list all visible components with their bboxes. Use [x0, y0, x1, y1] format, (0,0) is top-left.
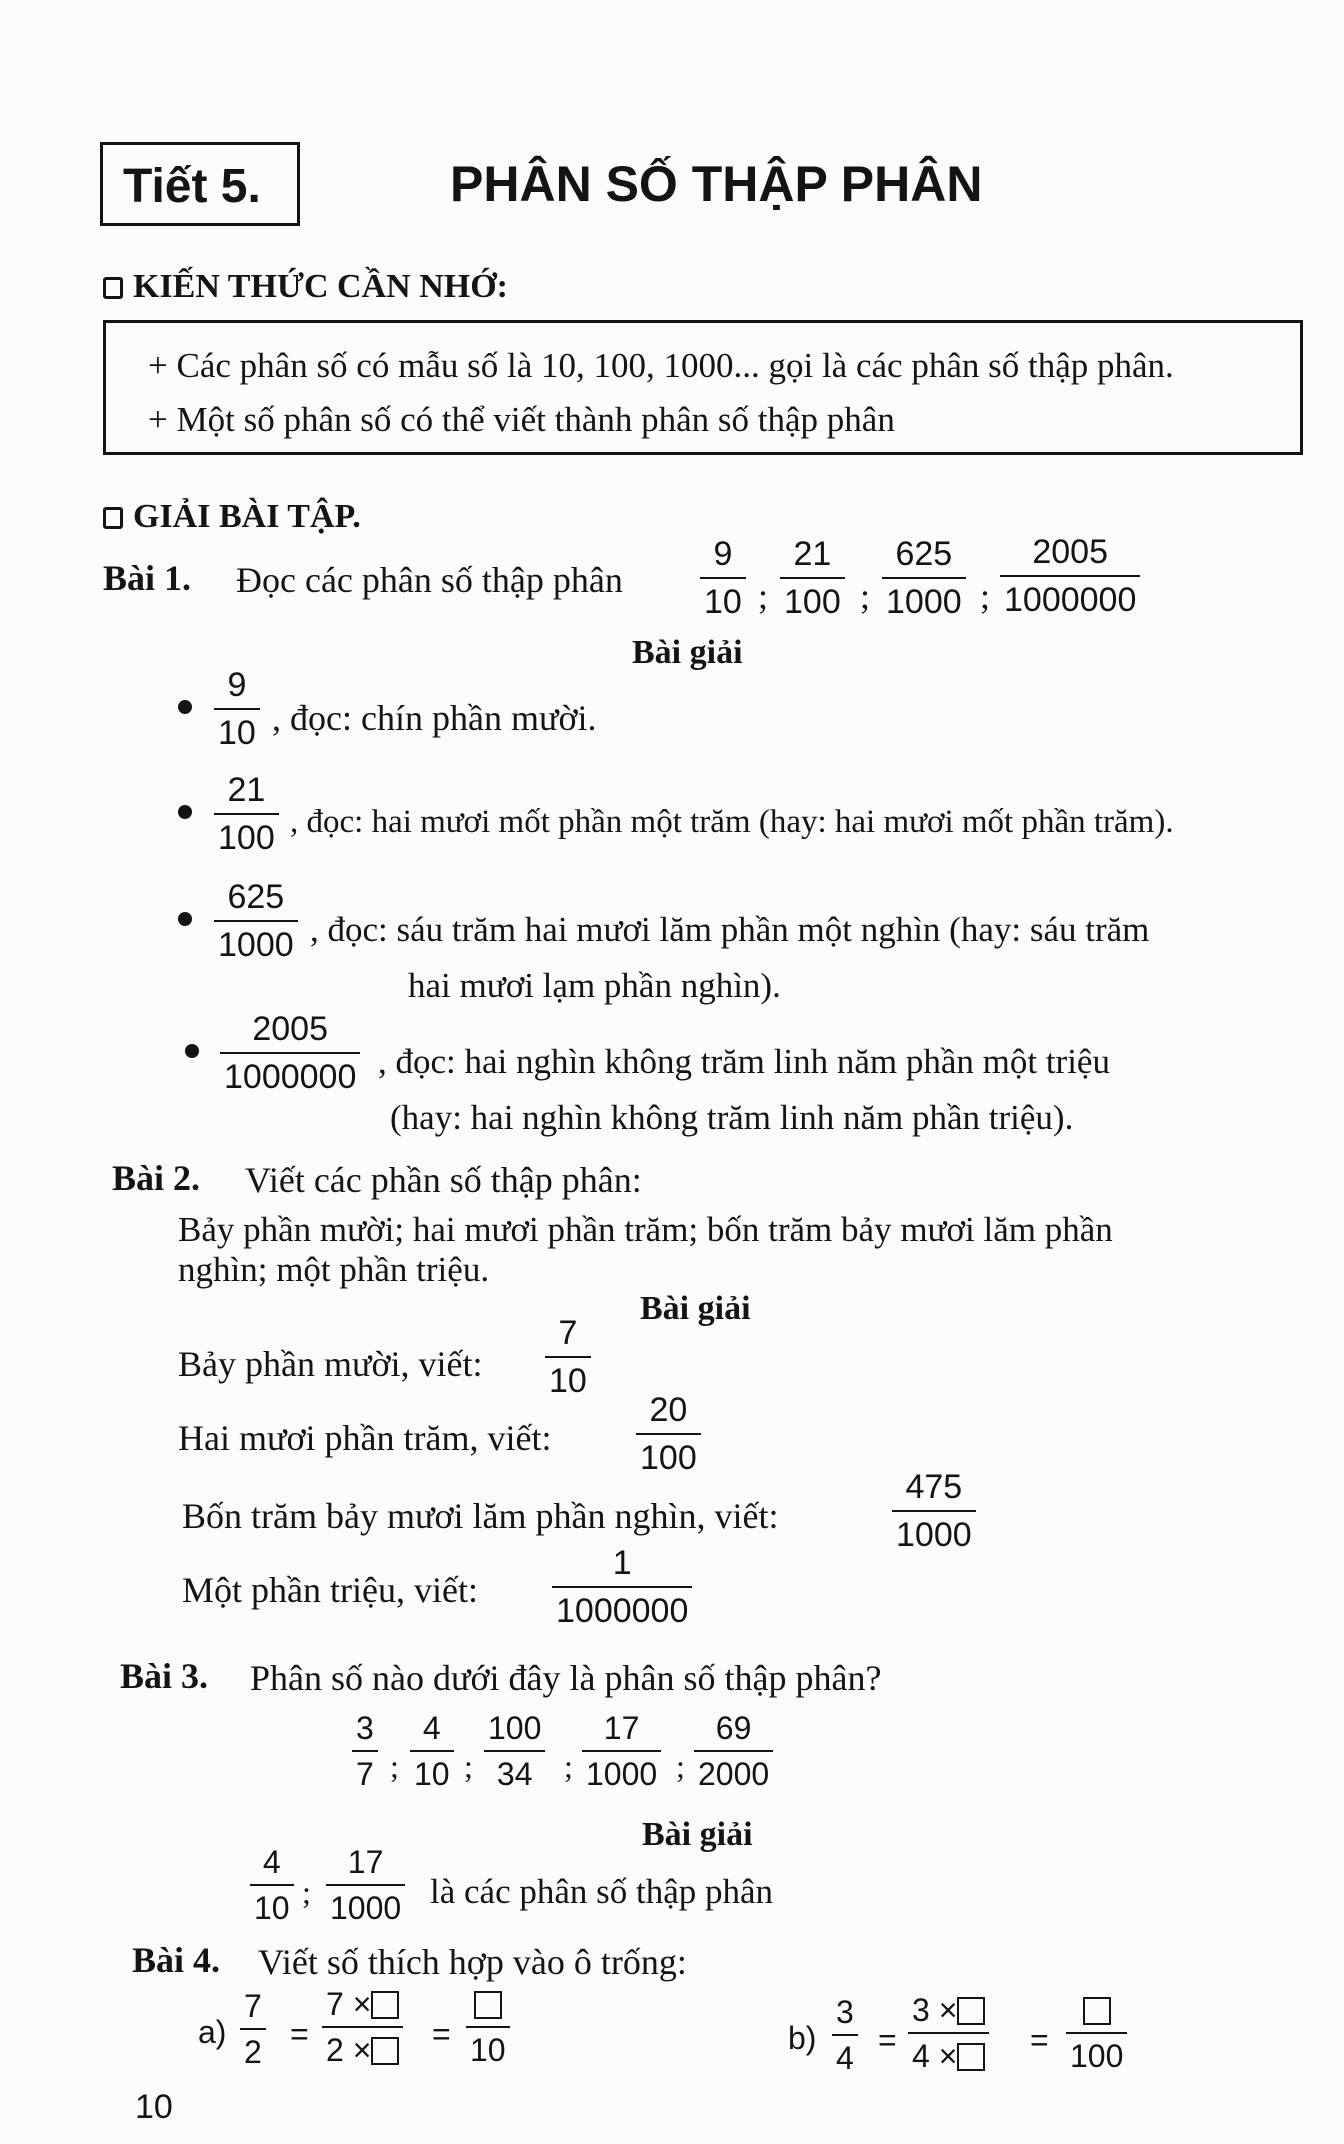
bai1-answer-2-fraction	[214, 773, 279, 855]
bai4-a-result-fraction	[466, 1988, 510, 2066]
bai2-answer-2-text: Hai mươi phần trăm, viết:	[178, 1418, 552, 1458]
bai2-answer-1-fraction	[545, 1316, 591, 1398]
equals-sign: =	[432, 2016, 451, 2052]
denominator: 4	[836, 2040, 854, 2076]
numerator: 17	[347, 1844, 384, 1880]
denominator: 1000	[896, 1516, 972, 1554]
bai4-b-expanded-fraction	[908, 1994, 989, 2072]
blank-box[interactable]	[474, 1991, 502, 2019]
numerator	[322, 1988, 403, 2020]
denominator-text: 2 ×	[326, 2032, 372, 2068]
fraction-bar	[214, 920, 298, 922]
numerator: 7	[244, 1988, 262, 2024]
blank-box[interactable]	[957, 1997, 985, 2025]
fraction-bar	[1066, 2032, 1127, 2034]
bai4-b-label: b)	[788, 2020, 817, 2056]
denominator	[322, 2034, 403, 2066]
bai3-answer-fraction-2	[326, 1846, 405, 1924]
fraction-bar	[545, 1356, 591, 1358]
bai2-line-2: nghìn; một phần triệu.	[178, 1250, 490, 1289]
separator: ;	[758, 576, 769, 616]
bai2-answer-4-fraction	[552, 1546, 692, 1628]
fraction-bar	[214, 813, 279, 815]
numerator: 17	[603, 1710, 640, 1746]
numerator: 1	[612, 1544, 632, 1582]
denominator: 1000	[218, 926, 294, 964]
denominator: 34	[496, 1756, 533, 1792]
fraction-bar	[694, 1750, 773, 1752]
fraction-bar	[484, 1750, 545, 1752]
bai2-label: Bài 2.	[112, 1158, 201, 1198]
denominator: 100	[640, 1439, 697, 1477]
separator: ;	[302, 1874, 311, 1910]
equals-sign: =	[1030, 2022, 1049, 2058]
bai1-answer-3-text: , đọc: sáu trăm hai mươi lăm phần một nghìn (hay: sáu trăm	[310, 910, 1150, 949]
numerator: 9	[713, 535, 733, 573]
denominator: 10	[254, 1890, 290, 1926]
bai3-answer-text: là các phân số thập phân	[430, 1872, 774, 1911]
lesson-label: Tiết 5.	[123, 160, 261, 213]
bai2-answer-2-fraction	[636, 1393, 701, 1475]
denominator: 1000000	[1004, 581, 1137, 619]
denominator: 1000	[886, 583, 962, 621]
checkbox-square-icon	[103, 507, 123, 529]
bai1-fraction-2	[780, 537, 845, 619]
bai4-a-label: a)	[198, 2014, 227, 2050]
separator: ;	[860, 576, 871, 616]
denominator: 7	[356, 1756, 374, 1792]
fraction-bar	[780, 577, 845, 579]
numerator: 9	[227, 666, 247, 704]
knowledge-item-1: + Các phân số có mẫu số là 10, 100, 1000... gọi là các phân số thập phân.	[148, 346, 1174, 385]
denominator: 1000	[330, 1890, 402, 1926]
bullet-icon	[178, 805, 192, 819]
fraction-bar	[636, 1433, 701, 1435]
bai1-answer-2-text: , đọc: hai mươi mốt phần một trăm (hay: hai mươi mốt phần trăm).	[290, 804, 1174, 840]
numerator: 3	[356, 1710, 374, 1746]
bai2-line-1: Bảy phần mười; hai mươi phần trăm; bốn trăm bảy mươi lăm phần	[178, 1210, 1113, 1249]
blank-box[interactable]	[957, 2043, 985, 2071]
fraction-bar	[908, 2032, 989, 2034]
bai1-answer-1-fraction	[214, 668, 260, 750]
knowledge-heading	[103, 268, 508, 306]
bai2-prompt: Viết các phần số thập phân:	[245, 1160, 642, 1200]
denominator: 1000000	[224, 1058, 357, 1096]
fraction-bar	[326, 1884, 405, 1886]
bai3-answer-fraction-1	[250, 1846, 294, 1924]
fraction-bar	[214, 708, 260, 710]
page-number: 10	[135, 2088, 173, 2126]
fraction-bar	[582, 1750, 661, 1752]
bai2-answer-1-text: Bảy phần mười, viết:	[178, 1344, 483, 1384]
numerator: 625	[227, 878, 285, 916]
denominator: 10	[704, 583, 742, 621]
denominator: 10	[218, 714, 256, 752]
bai4-a-expanded-fraction	[322, 1988, 403, 2066]
numerator: 7	[558, 1314, 578, 1352]
numerator: 3	[836, 1994, 854, 2030]
fraction-bar	[552, 1586, 692, 1588]
numerator-text: 3 ×	[912, 1992, 958, 2028]
fraction-bar	[892, 1510, 976, 1512]
bai3-fraction-4	[582, 1712, 661, 1790]
bai4-b-result-fraction	[1066, 1994, 1127, 2072]
bai1-fraction-1	[700, 537, 746, 619]
denominator	[908, 2040, 989, 2072]
numerator: 2005	[252, 1010, 328, 1048]
denominator: 10	[549, 1362, 587, 1400]
fraction-bar	[322, 2026, 403, 2028]
bai3-fraction-2	[410, 1712, 454, 1790]
bai1-solution-label: Bài giải	[632, 634, 743, 671]
fraction-bar	[410, 1750, 454, 1752]
bai1-answer-4-cont: (hay: hai nghìn không trăm linh năm phần triệu).	[390, 1098, 1074, 1137]
bai1-fraction-4	[1000, 535, 1140, 617]
bai1-answer-3-fraction	[214, 880, 298, 962]
blank-box[interactable]	[1083, 1997, 1111, 2025]
numerator: 21	[793, 535, 832, 573]
bai1-fraction-3	[882, 537, 966, 619]
bai1-answer-4-fraction	[220, 1012, 360, 1094]
numerator: 2005	[1032, 533, 1108, 571]
fraction-bar	[240, 2028, 266, 2030]
bai3-fraction-5	[694, 1712, 773, 1790]
fraction-bar	[250, 1884, 294, 1886]
numerator: 4	[262, 1844, 281, 1880]
denominator: 2000	[698, 1756, 770, 1792]
knowledge-heading-text: KIẾN THỨC CẦN NHỚ:	[133, 268, 508, 305]
numerator: 21	[227, 771, 266, 809]
numerator-text: 7 ×	[326, 1986, 372, 2022]
denominator: 100	[1070, 2038, 1124, 2074]
numerator: 100	[488, 1710, 542, 1746]
solve-heading-text: GIẢI BÀI TẬP.	[133, 498, 361, 535]
fraction-bar	[352, 1750, 378, 1752]
bai4-a-fraction	[240, 1990, 266, 2068]
page-title: PHÂN SỐ THẬP PHÂN	[450, 156, 983, 212]
bullet-icon	[178, 700, 192, 714]
numerator	[908, 1994, 989, 2026]
equals-sign: =	[878, 2022, 897, 2058]
separator: ;	[390, 1748, 399, 1784]
bai3-label: Bài 3.	[120, 1656, 209, 1696]
denominator: 10	[414, 1756, 450, 1792]
blank-box[interactable]	[371, 2037, 399, 2065]
bai2-solution-label: Bài giải	[640, 1290, 751, 1327]
numerator: 69	[715, 1710, 752, 1746]
fraction-bar	[1000, 575, 1140, 577]
separator: ;	[980, 576, 991, 616]
equals-sign: =	[290, 2016, 309, 2052]
bai3-solution-label: Bài giải	[642, 1816, 753, 1853]
bullet-icon	[178, 912, 192, 926]
bai1-label: Bài 1.	[103, 558, 192, 598]
bai4-b-fraction	[832, 1996, 858, 2074]
solve-heading	[103, 498, 361, 536]
denominator: 1000000	[556, 1592, 689, 1630]
separator: ;	[676, 1748, 685, 1784]
blank-box[interactable]	[371, 1991, 399, 2019]
bai2-answer-3-fraction	[892, 1470, 976, 1552]
bai4-prompt: Viết số thích hợp vào ô trống:	[258, 1942, 687, 1982]
fraction-bar	[882, 577, 966, 579]
fraction-bar	[700, 577, 746, 579]
separator: ;	[464, 1748, 473, 1784]
bullet-icon	[185, 1044, 199, 1058]
bai2-answer-4-text: Một phần triệu, viết:	[182, 1570, 478, 1610]
denominator: 100	[784, 583, 841, 621]
lesson-label-box	[100, 142, 300, 226]
numerator: 625	[895, 535, 953, 573]
separator: ;	[564, 1748, 573, 1784]
bai1-answer-4-text: , đọc: hai nghìn không trăm linh năm phần một triệu	[378, 1042, 1110, 1081]
denominator: 2	[244, 2034, 262, 2070]
denominator: 100	[218, 819, 275, 857]
bai3-fraction-3	[484, 1712, 545, 1790]
bai1-answer-3-cont: hai mươi lạm phần nghìn).	[408, 966, 781, 1005]
fraction-bar	[466, 2026, 510, 2028]
checkbox-square-icon	[103, 277, 123, 299]
denominator: 1000	[586, 1756, 658, 1792]
bai1-prompt: Đọc các phân số thập phân	[236, 560, 623, 600]
bai2-answer-3-text: Bốn trăm bảy mươi lăm phần nghìn, viết:	[182, 1496, 779, 1536]
bai3-prompt: Phân số nào dưới đây là phân số thập phân?	[250, 1658, 882, 1698]
denominator: 10	[470, 2032, 506, 2068]
bai3-fraction-1	[352, 1712, 378, 1790]
numerator	[1066, 1994, 1127, 2026]
fraction-bar	[220, 1052, 360, 1054]
fraction-bar	[832, 2034, 858, 2036]
numerator: 20	[649, 1391, 688, 1429]
denominator-text: 4 ×	[912, 2038, 958, 2074]
numerator: 475	[905, 1468, 963, 1506]
numerator: 4	[422, 1710, 441, 1746]
knowledge-item-2: + Một số phân số có thể viết thành phân số thập phân	[148, 400, 895, 439]
bai4-label: Bài 4.	[132, 1940, 221, 1980]
numerator	[466, 1988, 510, 2020]
bai1-answer-1-text: , đọc: chín phần mười.	[272, 698, 597, 738]
